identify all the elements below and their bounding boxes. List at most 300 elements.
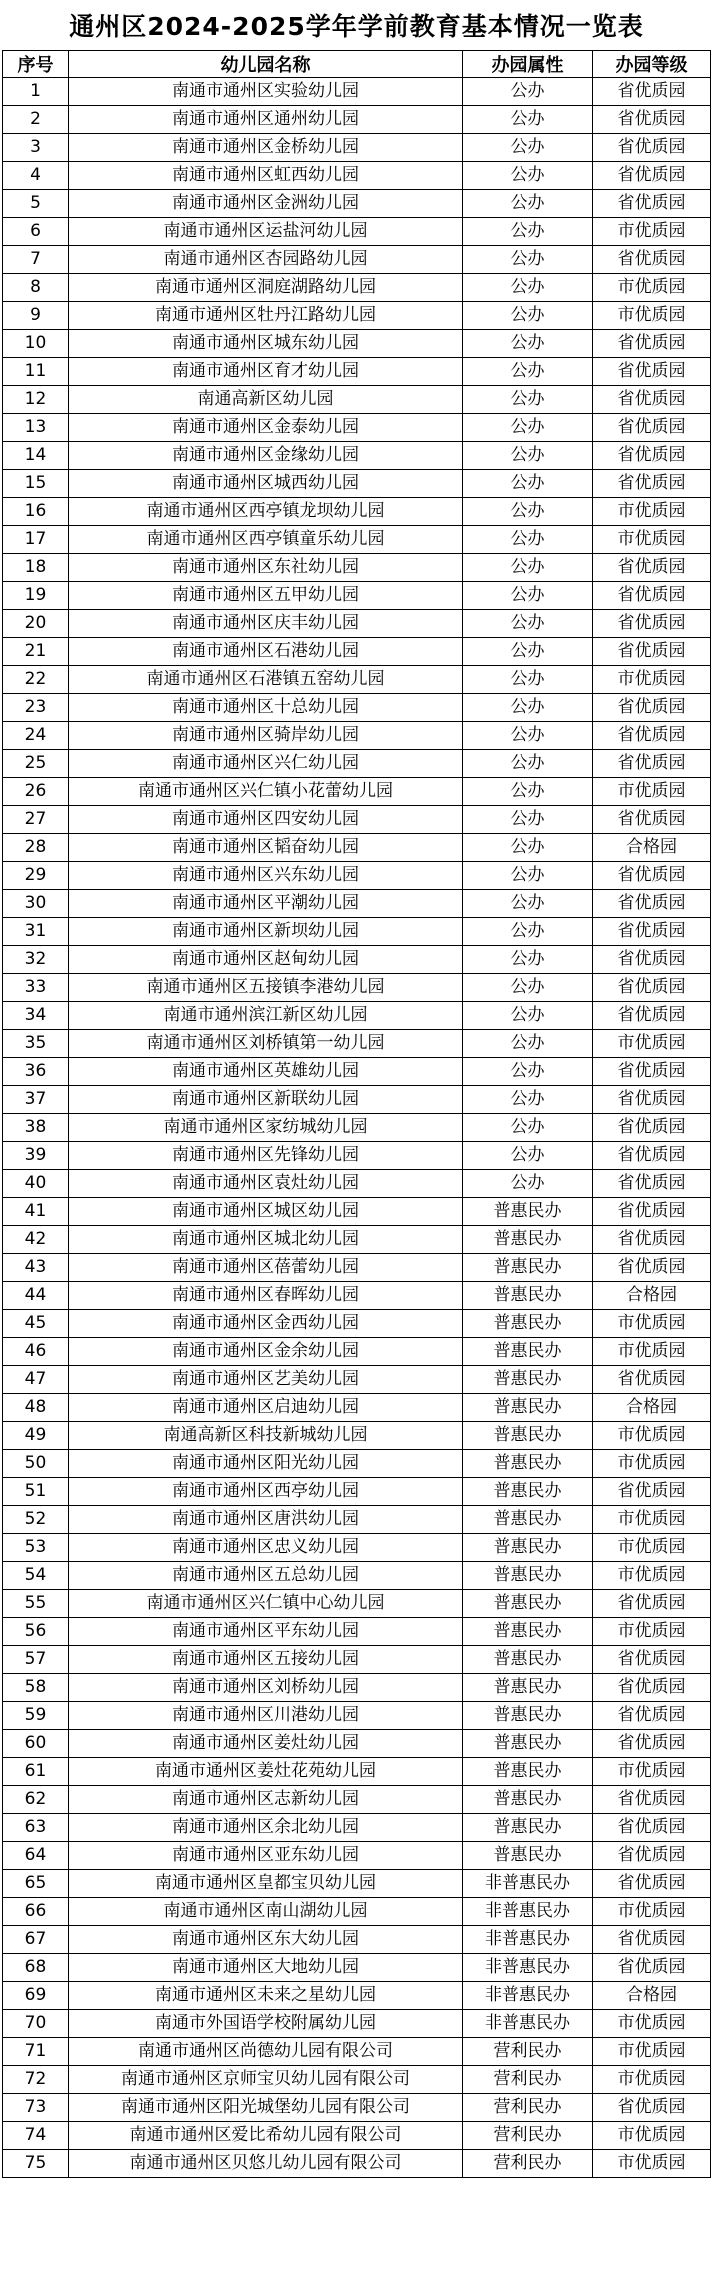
cell-index: 12	[3, 386, 69, 414]
cell-level: 省优质园	[593, 750, 711, 778]
cell-name: 南通市通州区五接镇李港幼儿园	[69, 974, 463, 1002]
kindergarten-table	[2, 50, 711, 2178]
cell-type: 营利民办	[463, 2094, 593, 2122]
cell-name: 南通市通州区通州幼儿园	[69, 106, 463, 134]
cell-type: 公办	[463, 1030, 593, 1058]
table-row	[3, 1534, 711, 1562]
cell-name: 南通市通州区骑岸幼儿园	[69, 722, 463, 750]
cell-name: 南通市通州区蓓蕾幼儿园	[69, 1254, 463, 1282]
cell-level: 市优质园	[593, 2066, 711, 2094]
cell-level: 市优质园	[593, 2038, 711, 2066]
cell-type: 公办	[463, 1002, 593, 1030]
cell-index: 38	[3, 1114, 69, 1142]
cell-level: 市优质园	[593, 526, 711, 554]
cell-type: 普惠民办	[463, 1310, 593, 1338]
cell-index: 60	[3, 1730, 69, 1758]
cell-index: 40	[3, 1170, 69, 1198]
cell-index: 68	[3, 1954, 69, 1982]
cell-name: 南通市通州区东大幼儿园	[69, 1926, 463, 1954]
cell-type: 公办	[463, 610, 593, 638]
cell-name: 南通市通州区十总幼儿园	[69, 694, 463, 722]
table-row	[3, 2094, 711, 2122]
cell-level: 省优质园	[593, 1058, 711, 1086]
cell-type: 公办	[463, 806, 593, 834]
cell-type: 公办	[463, 246, 593, 274]
table-row	[3, 218, 711, 246]
cell-index: 11	[3, 358, 69, 386]
table-header-row	[3, 51, 711, 78]
cell-index: 43	[3, 1254, 69, 1282]
cell-name: 南通市通州区皇都宝贝幼儿园	[69, 1870, 463, 1898]
cell-index: 13	[3, 414, 69, 442]
cell-name: 南通市通州区兴仁镇中心幼儿园	[69, 1590, 463, 1618]
cell-index: 51	[3, 1478, 69, 1506]
cell-name: 南通市通州区庆丰幼儿园	[69, 610, 463, 638]
cell-level: 合格园	[593, 1982, 711, 2010]
cell-type: 普惠民办	[463, 1646, 593, 1674]
cell-index: 10	[3, 330, 69, 358]
cell-type: 普惠民办	[463, 1842, 593, 1870]
cell-level: 合格园	[593, 834, 711, 862]
cell-type: 公办	[463, 1142, 593, 1170]
cell-name: 南通市通州区先锋幼儿园	[69, 1142, 463, 1170]
table-row	[3, 274, 711, 302]
cell-index: 4	[3, 162, 69, 190]
cell-index: 32	[3, 946, 69, 974]
table-row	[3, 1338, 711, 1366]
table-row	[3, 974, 711, 1002]
cell-level: 省优质园	[593, 918, 711, 946]
cell-type: 普惠民办	[463, 1814, 593, 1842]
cell-level: 省优质园	[593, 1590, 711, 1618]
cell-type: 公办	[463, 302, 593, 330]
cell-level: 省优质园	[593, 890, 711, 918]
cell-level: 合格园	[593, 1394, 711, 1422]
cell-level: 市优质园	[593, 1898, 711, 1926]
cell-type: 普惠民办	[463, 1338, 593, 1366]
cell-index: 2	[3, 106, 69, 134]
cell-level: 市优质园	[593, 218, 711, 246]
cell-type: 公办	[463, 218, 593, 246]
cell-type: 普惠民办	[463, 1562, 593, 1590]
cell-type: 普惠民办	[463, 1506, 593, 1534]
table-row	[3, 302, 711, 330]
cell-name: 南通市通州区育才幼儿园	[69, 358, 463, 386]
cell-index: 8	[3, 274, 69, 302]
cell-name: 南通市通州区运盐河幼儿园	[69, 218, 463, 246]
cell-type: 非普惠民办	[463, 2010, 593, 2038]
table-row	[3, 1702, 711, 1730]
cell-type: 公办	[463, 190, 593, 218]
table-row	[3, 1730, 711, 1758]
cell-level: 省优质园	[593, 1226, 711, 1254]
cell-name: 南通市通州区启迪幼儿园	[69, 1394, 463, 1422]
cell-level: 市优质园	[593, 1562, 711, 1590]
table-row	[3, 1422, 711, 1450]
cell-type: 公办	[463, 470, 593, 498]
cell-level: 省优质园	[593, 946, 711, 974]
cell-type: 普惠民办	[463, 1394, 593, 1422]
table-row	[3, 498, 711, 526]
table-row	[3, 106, 711, 134]
table-row	[3, 78, 711, 106]
table-row	[3, 722, 711, 750]
table-row	[3, 1058, 711, 1086]
cell-type: 普惠民办	[463, 1674, 593, 1702]
cell-type: 公办	[463, 554, 593, 582]
cell-level: 省优质园	[593, 414, 711, 442]
cell-index: 41	[3, 1198, 69, 1226]
table-row	[3, 1310, 711, 1338]
cell-index: 18	[3, 554, 69, 582]
cell-type: 公办	[463, 890, 593, 918]
cell-name: 南通市通州区金泰幼儿园	[69, 414, 463, 442]
cell-index: 74	[3, 2122, 69, 2150]
header-name: 幼儿园名称	[69, 51, 463, 78]
table-row	[3, 1142, 711, 1170]
table-row	[3, 162, 711, 190]
cell-name: 南通高新区幼儿园	[69, 386, 463, 414]
cell-type: 公办	[463, 526, 593, 554]
cell-type: 营利民办	[463, 2038, 593, 2066]
cell-level: 省优质园	[593, 1674, 711, 1702]
cell-index: 47	[3, 1366, 69, 1394]
cell-level: 省优质园	[593, 694, 711, 722]
cell-index: 54	[3, 1562, 69, 1590]
page-title: 通州区2024-2025学年学前教育基本情况一览表	[69, 12, 644, 41]
cell-level: 省优质园	[593, 610, 711, 638]
cell-index: 39	[3, 1142, 69, 1170]
table-row	[3, 1506, 711, 1534]
cell-name: 南通高新区科技新城幼儿园	[69, 1422, 463, 1450]
cell-index: 46	[3, 1338, 69, 1366]
cell-index: 59	[3, 1702, 69, 1730]
cell-index: 3	[3, 134, 69, 162]
cell-index: 65	[3, 1870, 69, 1898]
table-row	[3, 2066, 711, 2094]
cell-type: 普惠民办	[463, 1198, 593, 1226]
cell-level: 省优质园	[593, 246, 711, 274]
cell-level: 省优质园	[593, 582, 711, 610]
table-row	[3, 1926, 711, 1954]
cell-index: 69	[3, 1982, 69, 2010]
table-row	[3, 694, 711, 722]
cell-name: 南通市通州区实验幼儿园	[69, 78, 463, 106]
table-row	[3, 1282, 711, 1310]
cell-type: 公办	[463, 582, 593, 610]
table-row	[3, 1786, 711, 1814]
cell-type: 公办	[463, 358, 593, 386]
cell-level: 省优质园	[593, 1478, 711, 1506]
cell-name: 南通市通州区志新幼儿园	[69, 1786, 463, 1814]
cell-name: 南通市通州区家纺城幼儿园	[69, 1114, 463, 1142]
cell-index: 58	[3, 1674, 69, 1702]
cell-level: 市优质园	[593, 666, 711, 694]
cell-name: 南通市通州区韬奋幼儿园	[69, 834, 463, 862]
cell-index: 63	[3, 1814, 69, 1842]
cell-type: 公办	[463, 694, 593, 722]
cell-index: 35	[3, 1030, 69, 1058]
cell-type: 营利民办	[463, 2066, 593, 2094]
cell-index: 5	[3, 190, 69, 218]
cell-name: 南通市通州区阳光城堡幼儿园有限公司	[69, 2094, 463, 2122]
cell-level: 市优质园	[593, 1758, 711, 1786]
cell-index: 27	[3, 806, 69, 834]
cell-level: 省优质园	[593, 1842, 711, 1870]
cell-name: 南通市通州区刘桥镇第一幼儿园	[69, 1030, 463, 1058]
cell-type: 普惠民办	[463, 1254, 593, 1282]
cell-level: 省优质园	[593, 722, 711, 750]
table-row	[3, 1002, 711, 1030]
cell-type: 普惠民办	[463, 1618, 593, 1646]
cell-type: 普惠民办	[463, 1758, 593, 1786]
cell-name: 南通市通州区贝悠儿幼儿园有限公司	[69, 2150, 463, 2178]
cell-level: 省优质园	[593, 1114, 711, 1142]
table-row	[3, 1898, 711, 1926]
cell-name: 南通市通州区兴仁幼儿园	[69, 750, 463, 778]
cell-index: 37	[3, 1086, 69, 1114]
table-row	[3, 190, 711, 218]
cell-index: 29	[3, 862, 69, 890]
cell-name: 南通市通州区尚德幼儿园有限公司	[69, 2038, 463, 2066]
table-row	[3, 1114, 711, 1142]
cell-level: 市优质园	[593, 2122, 711, 2150]
cell-name: 南通市通州区西亭幼儿园	[69, 1478, 463, 1506]
cell-index: 23	[3, 694, 69, 722]
cell-level: 省优质园	[593, 1954, 711, 1982]
header-level: 办园等级	[593, 51, 711, 78]
cell-index: 31	[3, 918, 69, 946]
table-row	[3, 806, 711, 834]
table-row	[3, 1478, 711, 1506]
table-row	[3, 834, 711, 862]
cell-name: 南通市通州区袁灶幼儿园	[69, 1170, 463, 1198]
cell-level: 省优质园	[593, 162, 711, 190]
cell-index: 1	[3, 78, 69, 106]
cell-level: 省优质园	[593, 638, 711, 666]
cell-index: 53	[3, 1534, 69, 1562]
cell-level: 省优质园	[593, 554, 711, 582]
cell-level: 市优质园	[593, 1310, 711, 1338]
cell-name: 南通市通州区城北幼儿园	[69, 1226, 463, 1254]
cell-level: 省优质园	[593, 470, 711, 498]
cell-name: 南通市通州区姜灶幼儿园	[69, 1730, 463, 1758]
cell-type: 非普惠民办	[463, 1926, 593, 1954]
table-row	[3, 1226, 711, 1254]
cell-type: 公办	[463, 666, 593, 694]
cell-name: 南通市通州区城区幼儿园	[69, 1198, 463, 1226]
cell-type: 普惠民办	[463, 1590, 593, 1618]
table-row	[3, 246, 711, 274]
table-row	[3, 778, 711, 806]
table-row	[3, 554, 711, 582]
cell-type: 公办	[463, 1058, 593, 1086]
cell-name: 南通市通州区忠义幼儿园	[69, 1534, 463, 1562]
cell-type: 公办	[463, 1086, 593, 1114]
table-row	[3, 610, 711, 638]
cell-name: 南通市通州区爱比希幼儿园有限公司	[69, 2122, 463, 2150]
cell-level: 省优质园	[593, 106, 711, 134]
cell-name: 南通市通州区京师宝贝幼儿园有限公司	[69, 2066, 463, 2094]
cell-type: 公办	[463, 974, 593, 1002]
table-row	[3, 330, 711, 358]
cell-index: 16	[3, 498, 69, 526]
cell-index: 67	[3, 1926, 69, 1954]
cell-index: 15	[3, 470, 69, 498]
cell-type: 非普惠民办	[463, 1982, 593, 2010]
cell-type: 普惠民办	[463, 1422, 593, 1450]
table-row	[3, 358, 711, 386]
cell-name: 南通市通州区四安幼儿园	[69, 806, 463, 834]
cell-index: 36	[3, 1058, 69, 1086]
cell-type: 普惠民办	[463, 1366, 593, 1394]
cell-index: 73	[3, 2094, 69, 2122]
cell-index: 61	[3, 1758, 69, 1786]
cell-level: 省优质园	[593, 386, 711, 414]
cell-name: 南通市通州区刘桥幼儿园	[69, 1674, 463, 1702]
cell-type: 非普惠民办	[463, 1898, 593, 1926]
cell-level: 省优质园	[593, 190, 711, 218]
table-row	[3, 1030, 711, 1058]
cell-index: 22	[3, 666, 69, 694]
cell-name: 南通市通州区大地幼儿园	[69, 1954, 463, 1982]
table-row	[3, 2122, 711, 2150]
cell-name: 南通市通州区杏园路幼儿园	[69, 246, 463, 274]
cell-index: 71	[3, 2038, 69, 2066]
cell-index: 24	[3, 722, 69, 750]
cell-type: 公办	[463, 442, 593, 470]
cell-index: 17	[3, 526, 69, 554]
table-row	[3, 1198, 711, 1226]
cell-index: 33	[3, 974, 69, 1002]
cell-type: 公办	[463, 722, 593, 750]
table-row	[3, 1086, 711, 1114]
cell-level: 省优质园	[593, 1814, 711, 1842]
cell-name: 南通市通州区金余幼儿园	[69, 1338, 463, 1366]
cell-level: 市优质园	[593, 1030, 711, 1058]
cell-index: 49	[3, 1422, 69, 1450]
cell-index: 14	[3, 442, 69, 470]
cell-type: 普惠民办	[463, 1534, 593, 1562]
table-row	[3, 1450, 711, 1478]
cell-index: 45	[3, 1310, 69, 1338]
cell-name: 南通市通州区英雄幼儿园	[69, 1058, 463, 1086]
cell-index: 75	[3, 2150, 69, 2178]
cell-name: 南通市通州区兴东幼儿园	[69, 862, 463, 890]
cell-name: 南通市通州区川港幼儿园	[69, 1702, 463, 1730]
cell-index: 52	[3, 1506, 69, 1534]
cell-name: 南通市通州区五总幼儿园	[69, 1562, 463, 1590]
cell-level: 省优质园	[593, 1170, 711, 1198]
table-row	[3, 2150, 711, 2178]
cell-index: 42	[3, 1226, 69, 1254]
cell-index: 72	[3, 2066, 69, 2094]
cell-level: 市优质园	[593, 2150, 711, 2178]
cell-name: 南通市通州区唐洪幼儿园	[69, 1506, 463, 1534]
cell-level: 市优质园	[593, 1506, 711, 1534]
cell-name: 南通市通州区新联幼儿园	[69, 1086, 463, 1114]
cell-index: 64	[3, 1842, 69, 1870]
cell-type: 营利民办	[463, 2150, 593, 2178]
cell-name: 南通市通州区石港镇五窑幼儿园	[69, 666, 463, 694]
cell-type: 公办	[463, 134, 593, 162]
cell-level: 省优质园	[593, 2094, 711, 2122]
cell-type: 普惠民办	[463, 1730, 593, 1758]
cell-type: 公办	[463, 638, 593, 666]
cell-name: 南通市通州区平潮幼儿园	[69, 890, 463, 918]
cell-index: 70	[3, 2010, 69, 2038]
cell-name: 南通市通州区五甲幼儿园	[69, 582, 463, 610]
cell-type: 普惠民办	[463, 1450, 593, 1478]
header-index: 序号	[3, 51, 69, 78]
cell-level: 省优质园	[593, 1730, 711, 1758]
cell-level: 市优质园	[593, 1534, 711, 1562]
cell-type: 公办	[463, 162, 593, 190]
cell-level: 省优质园	[593, 1870, 711, 1898]
cell-level: 省优质园	[593, 1254, 711, 1282]
table-row	[3, 1814, 711, 1842]
cell-level: 市优质园	[593, 302, 711, 330]
cell-level: 合格园	[593, 1282, 711, 1310]
cell-level: 市优质园	[593, 1422, 711, 1450]
cell-type: 公办	[463, 750, 593, 778]
cell-name: 南通市通州区南山湖幼儿园	[69, 1898, 463, 1926]
table-row	[3, 2010, 711, 2038]
table-row	[3, 918, 711, 946]
cell-type: 普惠民办	[463, 1478, 593, 1506]
cell-level: 省优质园	[593, 1198, 711, 1226]
cell-index: 21	[3, 638, 69, 666]
cell-name: 南通市通州区石港幼儿园	[69, 638, 463, 666]
table-row	[3, 442, 711, 470]
cell-level: 省优质园	[593, 1646, 711, 1674]
cell-index: 50	[3, 1450, 69, 1478]
cell-name: 南通市通州区洞庭湖路幼儿园	[69, 274, 463, 302]
table-row	[3, 862, 711, 890]
cell-level: 市优质园	[593, 1618, 711, 1646]
cell-index: 26	[3, 778, 69, 806]
cell-level: 省优质园	[593, 1142, 711, 1170]
cell-type: 普惠民办	[463, 1226, 593, 1254]
table-row	[3, 1562, 711, 1590]
cell-name: 南通市通州区姜灶花苑幼儿园	[69, 1758, 463, 1786]
table-row	[3, 638, 711, 666]
cell-type: 公办	[463, 386, 593, 414]
table-row	[3, 1674, 711, 1702]
cell-index: 48	[3, 1394, 69, 1422]
table-row	[3, 1590, 711, 1618]
cell-name: 南通市通州区兴仁镇小花蕾幼儿园	[69, 778, 463, 806]
cell-type: 公办	[463, 330, 593, 358]
table-row	[3, 1842, 711, 1870]
table-row	[3, 1646, 711, 1674]
cell-type: 普惠民办	[463, 1702, 593, 1730]
cell-level: 省优质园	[593, 862, 711, 890]
table-row	[3, 1254, 711, 1282]
cell-level: 省优质园	[593, 134, 711, 162]
cell-type: 公办	[463, 274, 593, 302]
cell-index: 34	[3, 1002, 69, 1030]
table-row	[3, 386, 711, 414]
cell-name: 南通市通州区余北幼儿园	[69, 1814, 463, 1842]
table-row	[3, 1394, 711, 1422]
cell-index: 9	[3, 302, 69, 330]
cell-index: 7	[3, 246, 69, 274]
cell-index: 57	[3, 1646, 69, 1674]
cell-name: 南通市通州区金缘幼儿园	[69, 442, 463, 470]
cell-name: 南通市通州区虹西幼儿园	[69, 162, 463, 190]
table-row	[3, 750, 711, 778]
